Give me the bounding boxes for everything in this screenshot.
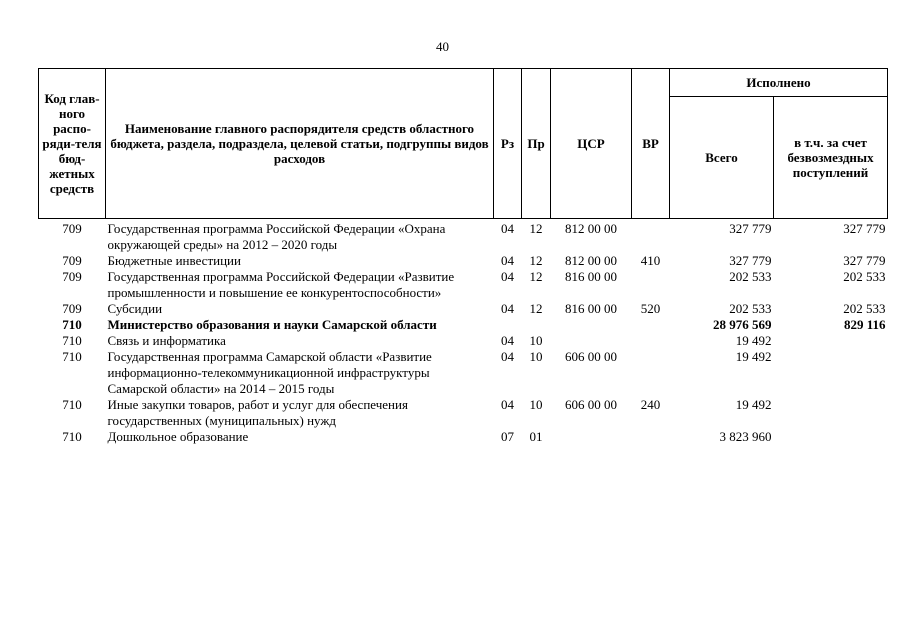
table-row [39,429,888,445]
table-row [39,221,888,253]
header-free: в т.ч. за счет безвозмездных поступлений [774,97,888,219]
row-code: 709 [62,221,82,236]
row-total: 19 492 [735,349,772,364]
row-code: 710 [62,429,82,444]
row-pr: 10 [529,397,543,412]
table-row [39,333,888,349]
row-name: Государственная программа Российской Федерации «Охрана окружающей среды» на 2012 – 2020 годы [107,221,446,252]
row-total: 19 492 [735,397,772,412]
row-total: 327 779 [729,253,772,268]
row-code: 709 [62,301,82,316]
table-row [39,269,888,301]
header-vr: ВР [632,69,670,219]
header-executed: Исполнено [670,69,888,97]
row-rz: 04 [501,397,514,412]
row-vr [632,333,670,349]
row-pr: 12 [529,221,543,236]
header-total: Всего [670,97,774,219]
row-rz: 04 [501,221,514,236]
row-name: Связь и информатика [107,333,226,348]
row-vr [632,269,670,301]
row-csr: 812 00 00 [565,253,617,268]
row-rz: 04 [501,253,514,268]
row-rz: 04 [501,349,514,364]
row-csr: 816 00 00 [565,269,617,284]
row-free: 327 779 [843,253,886,268]
row-csr [551,333,632,349]
row-code: 709 [62,269,82,284]
table-row [39,349,888,397]
row-csr [551,317,632,333]
row-code: 710 [62,317,82,332]
row-name: Государственная программа Российской Федерации «Развитие промышленности и повышение ее конкурентоспособности» [107,269,455,300]
row-total: 28 976 569 [713,317,772,332]
table-row [39,301,888,317]
row-free [774,349,888,397]
row-code: 710 [62,333,82,348]
row-pr: 12 [529,269,543,284]
table-body [39,219,888,446]
header-pr: Пр [522,69,551,219]
row-rz [494,317,522,333]
header-code: Код глав-ного распо-ряди-теля бюд-жетных средств [39,69,106,219]
row-pr: 01 [529,429,543,444]
row-free: 829 116 [843,317,886,332]
row-code: 709 [62,253,82,268]
row-vr: 410 [640,253,661,268]
row-pr: 12 [529,301,543,316]
row-total: 202 533 [729,269,772,284]
row-total: 19 492 [735,333,772,348]
budget-table [38,68,888,445]
row-name: Иные закупки товаров, работ и услуг для обеспечения государственных (муниципальных) нужд [107,397,408,428]
row-vr: 240 [640,397,661,412]
row-pr [522,317,551,333]
row-name: Субсидии [107,301,163,316]
table-row [39,317,888,333]
table-header [39,69,888,219]
row-vr [632,221,670,253]
row-pr: 10 [529,333,543,348]
row-csr: 812 00 00 [565,221,617,236]
row-free: 202 533 [843,269,886,284]
table-row [39,253,888,269]
row-free [774,333,888,349]
row-csr [551,429,632,445]
row-vr [632,429,670,445]
row-rz: 04 [501,333,514,348]
row-vr: 520 [640,301,661,316]
row-total: 202 533 [729,301,772,316]
row-free [774,429,888,445]
row-vr [632,349,670,397]
row-code: 710 [62,397,82,412]
row-csr: 816 00 00 [565,301,617,316]
row-free: 327 779 [843,221,886,236]
table-row [39,397,888,429]
row-total: 327 779 [729,221,772,236]
row-name: Министерство образования и науки Самарской области [107,317,437,332]
row-free: 202 533 [843,301,886,316]
page-number: 40 [436,39,449,54]
row-free [774,397,888,429]
row-name: Дошкольное образование [107,429,249,444]
row-name: Государственная программа Самарской области «Развитие информационно-телекоммуникационной инфраструктуры Самарской области» на 2014 – 2015 годы [107,349,432,396]
header-csr: ЦСР [551,69,632,219]
row-vr [632,317,670,333]
row-pr: 12 [529,253,543,268]
header-rz: Рз [494,69,522,219]
header-name: Наименование главного распорядителя средств областного бюджета, раздела, подраздела, целевой статьи, подгруппы видов расходов [106,69,494,219]
row-rz: 07 [501,429,514,444]
row-total: 3 823 960 [719,429,772,444]
row-rz: 04 [501,301,514,316]
row-code: 710 [62,349,82,364]
row-pr: 10 [529,349,543,364]
row-csr: 606 00 00 [565,349,617,364]
row-rz: 04 [501,269,514,284]
row-csr: 606 00 00 [565,397,617,412]
row-name: Бюджетные инвестиции [107,253,241,268]
